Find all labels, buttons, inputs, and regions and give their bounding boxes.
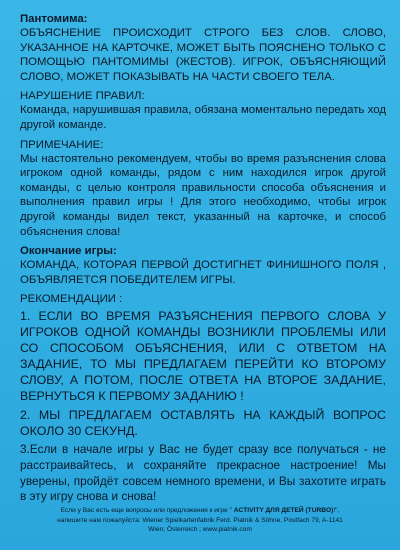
game-end-text: КОМАНДА, КОТОРАЯ ПЕРВОЙ ДОСТИГНЕТ ФИНИШНОГО ПОЛЯ , ОБЪЯВЛЯЕТСЯ ПОБЕДИТЕЛЕМ ИГРЫ. (20, 259, 386, 286)
footer-line-1 (24, 506, 376, 516)
recommendation-1-text: 1. ЕСЛИ ВО ВРЕМЯ РАЗЪЯСНЕНИЯ ПЕРВОГО СЛОВА У ИГРОКОВ ОДНОЙ КОМАНДЫ ВОЗНИКЛИ ПРОБЛЕМЫ ИЛИ СО СПОСОБОМ ОБЪЯСНЕНИЯ, ИЛИ С ОТВЕТОМ НА ЗАДАНИЕ, ТО МЫ ПРЕДЛАГАЕМ ПЕРЕЙТИ КО ВТОРОМУ СЛОВУ, А ПОТОМ, ПОСЛЕ ОТВЕТА НА ВТОРОЕ ЗАДАНИЕ, ВЕРНУТЬСЯ К ПЕРВОМУ ЗАДАНИЮ ! (20, 309, 386, 404)
rule-violation-heading: НАРУШЕНИЕ ПРАВИЛ: (20, 90, 145, 103)
recommendation-item (20, 407, 386, 439)
footer-game-title: ACTIVITY ДЛЯ ДЕТЕЙ (TURBO) (231, 507, 334, 514)
contact-footer (0, 506, 400, 535)
section-pantomime (20, 12, 386, 84)
game-end-heading: Окончание игры: (20, 245, 117, 258)
footer-line-2: напишите нам пожалуйста: Wiener Spielkartenfabrik Ferd. Piatnik & Söhne, Postfach 79, A-1141 (57, 516, 343, 524)
footer-line-1-pre: Если у Вас есть еще вопросы или предложения к игре " (60, 507, 232, 514)
recommendation-2-text: 2. МЫ ПРЕДЛАГАЕМ ОСТАВЛЯТЬ НА КАЖДЫЙ ВОПРОС ОКОЛО 30 СЕКУНД. (20, 408, 386, 439)
footer-line-1-post: !", (333, 507, 340, 514)
rule-violation-text: Команда, нарушившая правила, обязана моментально передать ход другой команде. (20, 104, 386, 131)
note-heading: ПРИМЕЧАНИЕ: (20, 138, 104, 151)
footer-line-3: Wien; Österreich ; www.piatnik.com (148, 526, 252, 533)
pantomime-heading: Пантомима: (20, 13, 88, 25)
recommendation-item (20, 308, 386, 404)
pantomime-text: ОБЪЯСНЕНИЕ ПРОИСХОДИТ СТРОГО БЕЗ СЛОВ. СЛОВО, УКАЗАННОЕ НА КАРТОЧКЕ, МОЖЕТ БЫТЬ ПОЯСНЕНО ТОЛЬКО С ПОМОЩЬЮ ПАНТОМИМЫ (ЖЕСТОВ). ИГРОК, ОБЪЯСНЯЮЩИЙ СЛОВО, МОЖЕТ ПОКАЗЫВАТЬ НА ЧАСТИ СВОЕГО ТЕЛА. (20, 27, 386, 83)
section-game-end (20, 244, 386, 287)
section-rule-violation (20, 89, 386, 132)
section-recommendations (20, 292, 386, 306)
recommendation-3-text: 3.Если в начале игры у Вас не будет сразу все получаться - не расстраивайтесь, и сохраняйте прекрасное настроение! Мы уверены, пройдёт совсем немного времени, и Вы захотите играть в эту игру снова и снова! (20, 442, 386, 504)
note-text: Мы настоятельно рекомендуем, чтобы во время разъяснения слова игроком одной команды, рядом с ним находился игрок другой команды, с целью контроля правильности способа объяснения и выполнения правил игры ! Для этого необходимо, чтобы игрок другой команды видел текст, указанный на карточке, и способ объяснения слова! (20, 152, 386, 238)
section-note (20, 138, 386, 240)
recommendations-heading: РЕКОМЕНДАЦИИ : (20, 293, 123, 306)
recommendation-item (20, 442, 386, 504)
